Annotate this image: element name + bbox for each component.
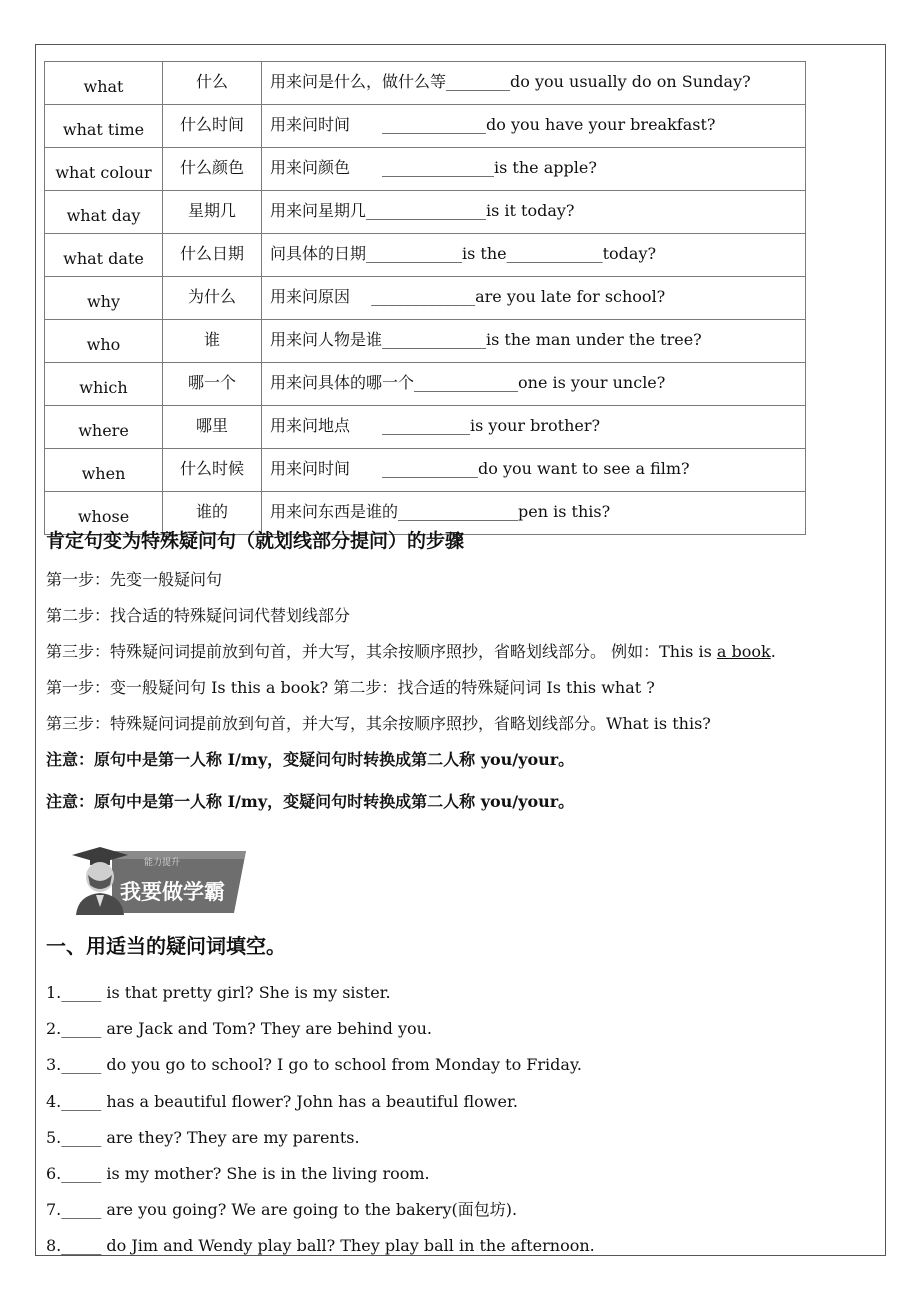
word-cell: whose <box>45 492 163 535</box>
question-word-table <box>44 61 806 535</box>
usage-cell: 用来问东西是谁的_______________pen is this? <box>262 492 806 535</box>
list-item: 4._____ has a beautiful flower? John has a beautiful flower. <box>46 1091 518 1111</box>
meaning-cell: 什么 <box>163 62 262 105</box>
steps-section <box>46 524 876 820</box>
meaning-cell: 哪里 <box>163 406 262 449</box>
underlined-phrase: a book <box>716 642 771 661</box>
meaning-cell: 什么时间 <box>163 105 262 148</box>
example-line: 第一步：变一般疑问句 Is this a book? 第二步：找合适的特殊疑问词 Is this what ? <box>46 678 655 697</box>
word-cell: why <box>45 277 163 320</box>
meaning-cell: 星期几 <box>163 191 262 234</box>
example-line-2: 第三步：特殊疑问词提前放到句首，并大写，其余按顺序照抄，省略划线部分。What is this? <box>46 714 711 733</box>
note-first-person: 注意：原句中是第一人称 I/my，变疑问句时转换成第二人称 you/your。 <box>46 750 575 769</box>
meaning-cell: 谁 <box>163 320 262 363</box>
step-one: 第一步：先变一般疑问句 <box>46 570 223 589</box>
list-item: 2._____ are Jack and Tom? They are behind you. <box>46 1019 432 1039</box>
meaning-cell: 什么日期 <box>163 234 262 277</box>
badge-graphic <box>68 845 248 917</box>
step-two: 第二步：找合适的特殊疑问词代替划线部分 <box>46 606 351 625</box>
list-item: 1._____ is that pretty girl? She is my sister. <box>46 983 391 1002</box>
note-first-person-repeat: 注意：原句中是第一人称 I/my，变疑问句时转换成第二人称 you/your。 <box>46 792 575 811</box>
table-row <box>45 191 806 234</box>
word-cell: where <box>45 406 163 449</box>
usage-cell: 用来问地点 ___________is your brother? <box>262 406 806 449</box>
list-item: 8._____ do Jim and Wendy play ball? They play ball in the afternoon. <box>46 1236 595 1256</box>
usage-cell: 用来问时间 ____________do you want to see a film? <box>262 449 806 492</box>
usage-cell: 问具体的日期____________is the____________today? <box>262 234 806 277</box>
list-item: 7._____ are you going? We are going to the bakery(面包坊). <box>46 1200 518 1220</box>
table-row <box>45 363 806 406</box>
usage-cell: 用来问时间 _____________do you have your breakfast? <box>262 105 806 148</box>
usage-cell: 用来问颜色 ______________is the apple? <box>262 148 806 191</box>
table-row <box>45 277 806 320</box>
word-cell: what <box>45 62 163 105</box>
table-row <box>45 105 806 148</box>
usage-cell: 用来问人物是谁_____________is the man under the tree? <box>262 320 806 363</box>
usage-cell: 用来问具体的哪一个_____________one is your uncle? <box>262 363 806 406</box>
usage-cell: 用来问原因 _____________are you late for school? <box>262 277 806 320</box>
word-cell: what colour <box>45 148 163 191</box>
badge-main-text: 我要做学霸 <box>120 880 225 904</box>
steps-heading: 肯定句变为特殊疑问句（就划线部分提问）的步骤 <box>46 530 465 552</box>
word-cell: which <box>45 363 163 406</box>
badge-small-text: 能力提升 <box>144 858 181 868</box>
meaning-cell: 什么时候 <box>163 449 262 492</box>
ability-badge <box>68 845 248 917</box>
step-three-text: 第三步：特殊疑问词提前放到句首，并大写，其余按顺序照抄，省略划线部分。 例如：This is <box>46 642 717 661</box>
word-cell: what time <box>45 105 163 148</box>
word-cell: who <box>45 320 163 363</box>
step-three-period: . <box>770 642 776 661</box>
word-cell: when <box>45 449 163 492</box>
word-cell: what date <box>45 234 163 277</box>
meaning-cell: 哪一个 <box>163 363 262 406</box>
step-three <box>46 634 876 670</box>
exercise-heading: 一、用适当的疑问词填空。 <box>46 934 286 958</box>
list-item: 5._____ are they? They are my parents. <box>46 1127 360 1147</box>
table-row <box>45 148 806 191</box>
table-row <box>45 320 806 363</box>
table-row <box>45 406 806 449</box>
meaning-cell: 谁的 <box>163 492 262 535</box>
usage-cell: 用来问星期几_______________is it today? <box>262 191 806 234</box>
table-row <box>45 449 806 492</box>
table-row <box>45 62 806 105</box>
meaning-cell: 为什么 <box>163 277 262 320</box>
table-row <box>45 234 806 277</box>
list-item: 3._____ do you go to school? I go to school from Monday to Friday. <box>46 1055 582 1075</box>
list-item: 6._____ is my mother? She is in the living room. <box>46 1163 430 1183</box>
word-cell: what day <box>45 191 163 234</box>
meaning-cell: 什么颜色 <box>163 148 262 191</box>
usage-cell: 用来问是什么，做什么等________do you usually do on Sunday? <box>262 62 806 105</box>
exercise-list <box>46 975 876 1265</box>
